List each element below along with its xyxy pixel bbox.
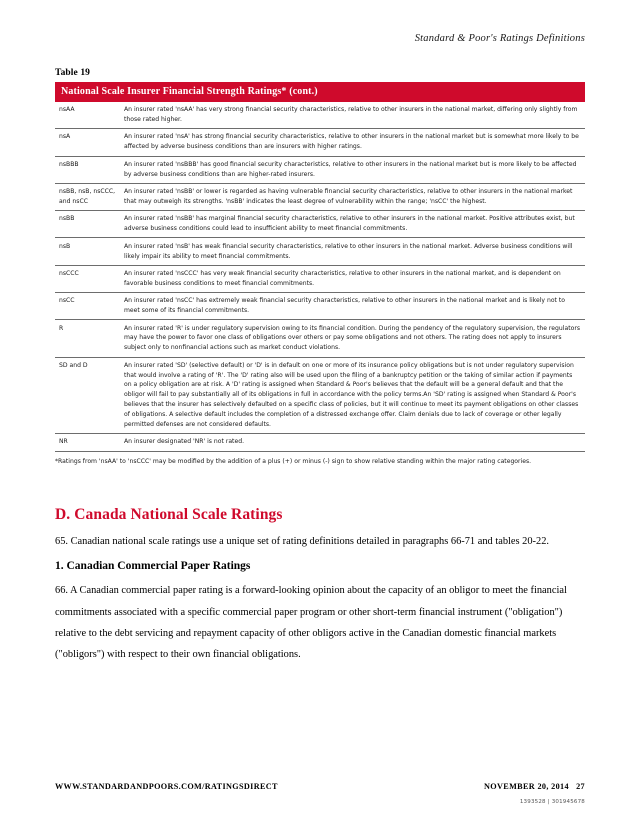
rating-description: An insurer rated 'nsBBB' has good financial security characteristics, relative to other insurers in the national market but is more likely to be affected by adverse business conditions than are higher-rated insurers.: [120, 156, 585, 183]
rating-code: SD and D: [55, 357, 120, 434]
footer-document-id: 1393528 | 301945678: [519, 799, 585, 805]
rating-code: nsBBB: [55, 156, 120, 183]
table-row: [55, 434, 585, 451]
table-row: [55, 211, 585, 238]
rating-code: nsAA: [55, 102, 120, 129]
rating-code: R: [55, 320, 120, 357]
rating-description: An insurer rated 'R' is under regulatory supervision owing to its financial condition. During the pendency of the regulatory supervision, the regulators may have the power to favor one class of obligations over others or pay some obligations and not others. The rating does not apply to insurers subject only to nonfinancial actions such as market conduct violations.: [120, 320, 585, 357]
rating-code: nsBB: [55, 211, 120, 238]
paragraph-65: 65. Canadian national scale ratings use a unique set of rating definitions detailed in paragraphs 66-71 and tables 20-22.: [55, 536, 549, 548]
section-heading: D. Canada National Scale Ratings: [55, 505, 283, 523]
rating-description: An insurer rated 'nsAA' has very strong financial security characteristics, relative to other insurers in the national market, differing only slightly from those rated higher.: [120, 102, 585, 129]
table-row: [55, 238, 585, 265]
table-title: National Scale Insurer Financial Strength Ratings* (cont.): [55, 82, 585, 102]
rating-code: nsCCC: [55, 265, 120, 292]
sub-heading: 1. Canadian Commercial Paper Ratings: [55, 559, 251, 572]
rating-description: An insurer rated 'nsCCC' has very weak financial security characteristics, relative to other insurers in the national market, and is dependent on favorable business conditions to meet financial commitments.: [120, 265, 585, 292]
rating-description: An insurer rated 'nsB' has weak financial security characteristics, relative to other insurers in the national market. Adverse business conditions will likely impair its ability to meet financial commitments.: [120, 238, 585, 265]
ratings-table-block: [55, 68, 585, 466]
table-row: [55, 293, 585, 320]
running-header: Standard & Poor's Ratings Definitions: [414, 33, 585, 44]
rating-description: An insurer designated 'NR' is not rated.: [120, 434, 585, 451]
rating-description: An insurer rated 'SD' (selective default) or 'D' is in default on one or more of its insurance policy obligations but is not under regulatory supervision that would involve a rating of 'R'. The 'D' rating also will be used upon the filing of a bankruptcy petition or the taking of similar action if payments on a policy obligation are at risk. A 'D' rating is assigned when Standard & Poor's believes that the default will be a general default and that the obligor will fail to pay substantially all of its obligations in full in accordance with the policy terms.An 'SD' rating is assigned when Standard & Poor's believes that the insurer has selectively defaulted on a specific class of policies, but it will continue to meet its payment obligations on other classes of obligations. A selective default includes the completion of a distressed exchange offer. Claim denials due to lack of coverage or other legally permitted defenses are not considered defaults.: [120, 357, 585, 434]
rating-description: An insurer rated 'nsBB' or lower is regarded as having vulnerable financial security characteristics, relative to other insurers in the national market that may outweigh its strengths. 'nsBB' indicates the least degree of vulnerability within the range; 'nsCC' the highest.: [120, 183, 585, 210]
rating-description: An insurer rated 'nsCC' has extremely weak financial security characteristics, relative to other insurers in the national market and is likely not to meet some of its financial commitments.: [120, 293, 585, 320]
rating-code: nsCC: [55, 293, 120, 320]
rating-description: An insurer rated 'nsBB' has marginal financial security characteristics, relative to other insurers in the national market. Positive attributes exist, but adverse business conditions could lead to insufficient ability to meet financial commitments.: [120, 211, 585, 238]
rating-description: An insurer rated 'nsA' has strong financial security characteristics, relative to other insurers in the national market but is somewhat more likely to be affected by adverse business conditions than are insurers with higher ratings.: [120, 129, 585, 156]
table-label: Table 19: [55, 68, 91, 78]
rating-code: NR: [55, 434, 120, 451]
table-row: [55, 102, 585, 129]
ratings-table-body: [55, 102, 585, 451]
rating-code: nsA: [55, 129, 120, 156]
table-row: [55, 357, 585, 434]
rating-code: nsB: [55, 238, 120, 265]
table-row: [55, 129, 585, 156]
table-row: [55, 320, 585, 357]
rating-code: nsBB, nsB, nsCCC, and nsCC: [55, 183, 120, 210]
footer-date-page: NOVEMBER 20, 2014 27: [484, 782, 585, 791]
table-row: [55, 156, 585, 183]
page-footer: [55, 782, 585, 791]
table-row: [55, 183, 585, 210]
footer-url[interactable]: WWW.STANDARDANDPOORS.COM/RATINGSDIRECT: [55, 782, 278, 791]
table-row: [55, 265, 585, 292]
ratings-table: [55, 82, 585, 452]
paragraph-66: 66. A Canadian commercial paper rating is a forward-looking opinion about the capacity of an obligor to meet the financial commitments associated with a specific commercial paper program or other short-term financial instrument ("obligation") relative to the debt servicing and repayment capacity of other obligors active in the Canadian domestic financial markets ("obligors") with respect to their own financial obligations.: [55, 585, 567, 661]
table-footnote: *Ratings from 'nsAA' to 'nsCCC' may be modified by the addition of a plus (+) or minus (-) sign to show relative standing within the major rating categories.: [55, 457, 532, 465]
